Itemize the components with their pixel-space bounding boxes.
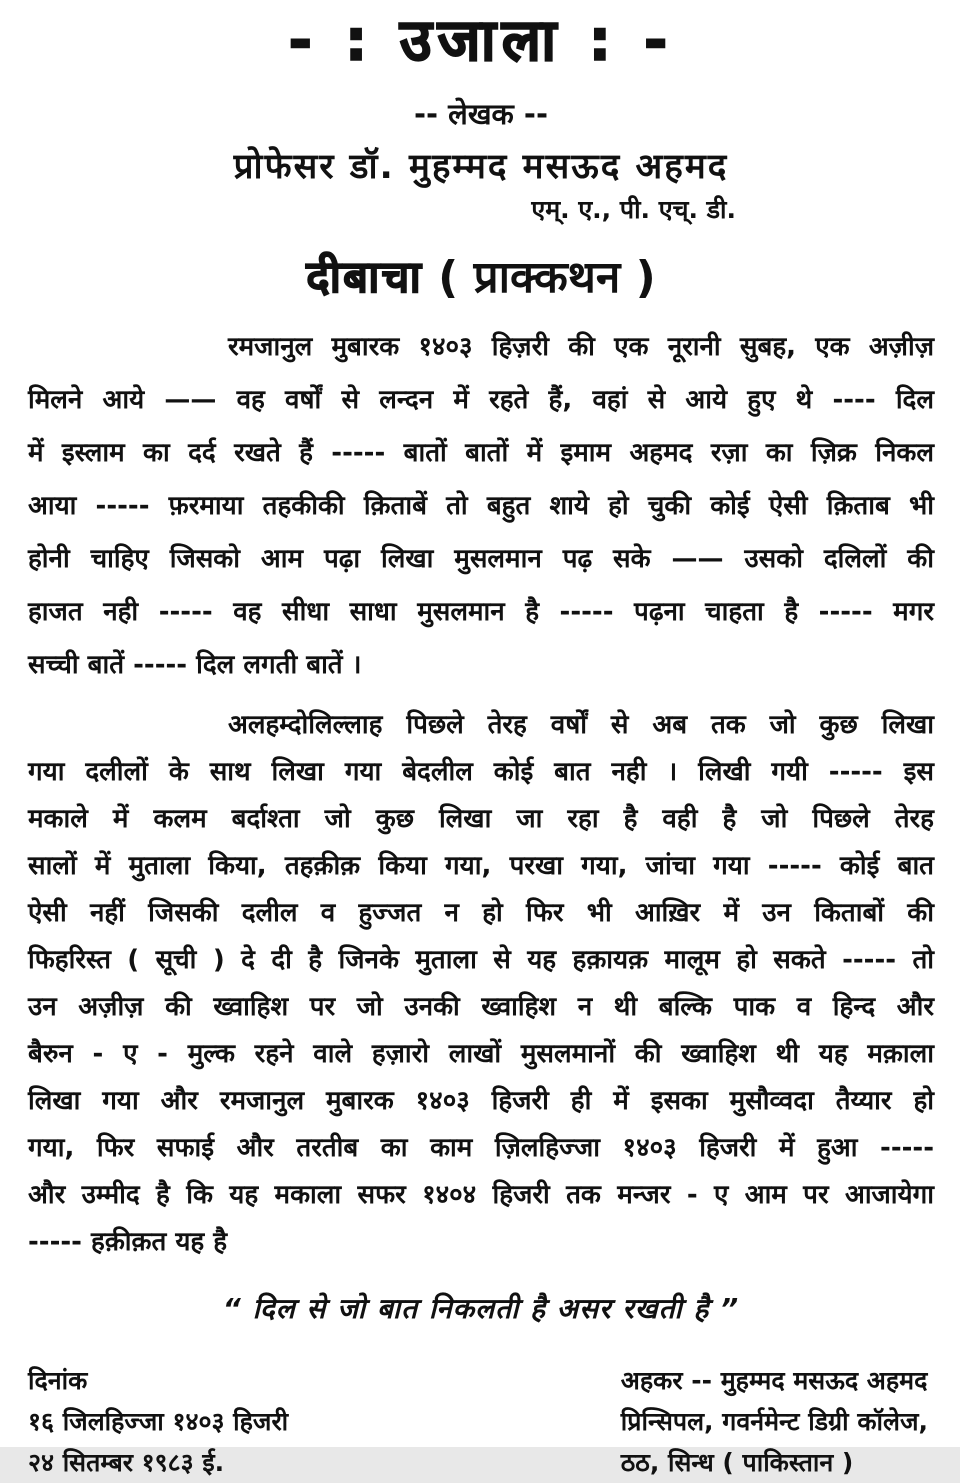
signature-name: अहकर -- मुहम्मद मसऊद अहमद xyxy=(620,1366,928,1395)
footer xyxy=(28,1360,934,1483)
paragraph-line: आया ----- फ़रमाया तहकीकी क़िताबें तो बहुत शाये हो चुकी कोई ऐसी क़िताब भी xyxy=(28,491,934,521)
paragraph-line: फिहरिस्त ( सूची ) दे दी है जिनके मुताला से यह हक़ायक़ मालूम हो सकते ----- तो xyxy=(28,945,934,975)
paragraph-line: मिलने आये —— वह वर्षों से लन्दन में रहते हैं, वहां से आये हुए थे ---- दिल xyxy=(28,385,934,415)
paragraph-line: मकाले में कलम बर्दाश्ता जो कुछ लिखा जा रहा है वही है जो पिछले तेरह xyxy=(28,804,934,834)
signature-block xyxy=(621,1360,934,1483)
paragraph-line: उन अज़ीज़ की ख्वाहिश पर जो उनकी ख्वाहिश न थी बल्कि पाक व हिन्द और xyxy=(28,992,934,1022)
page-title: - : उजाला : - xyxy=(288,6,674,74)
paragraph-line: रमजानुल मुबारक १४०३ हिज़री की एक नूरानी सुबह, एक अज़ीज़ xyxy=(228,332,934,362)
paragraph-line: हाजत नही ----- वह सीधा साधा मुसलमान है ----- पढ़ना चाहता है ----- मगर xyxy=(28,597,934,627)
paragraph-line: सच्ची बातें ----- दिल लगती बातें । xyxy=(28,650,362,680)
paragraph-line: होनी चाहिए जिसको आम पढ़ा लिखा मुसलमान पढ़ सके —— उसको दलिलों की xyxy=(28,544,934,574)
paragraph-line: गया दलीलों के साथ लिखा गया बेदलील कोई बात नही । लिखी गयी ----- इस xyxy=(28,757,934,787)
paragraph-line: ऐसी नहीं जिसकी दलील व हुज्जत न हो फिर भी आख़िर में उन किताबों की xyxy=(28,898,934,928)
section-heading-main: दीबाचा xyxy=(306,252,423,303)
signature-location: ठठ, सिन्ध ( पाकिस्तान ) xyxy=(620,1448,854,1477)
date-gregorian: २४ सितम्बर १९८३ ई. xyxy=(28,1448,225,1477)
paragraph-line: में इस्लाम का दर्द रखते हैं ----- बातों बातों में इमाम अहमद रज़ा का ज़िक्र निकल xyxy=(28,438,934,468)
paragraph-line: गया, फिर सफाई और तरतीब का काम ज़िलहिज्जा १४०३ हिजरी में हुआ ----- xyxy=(28,1133,934,1163)
paragraph-line: लिखा गया और रमजानुल मुबारक १४०३ हिजरी ही में इसका मुसौव्वदा तैय्यार हो xyxy=(28,1086,934,1116)
preface-body xyxy=(28,321,934,1266)
paragraph-line: सालों में मुताला किया, तहक़ीक़ किया गया, परखा गया, जांचा गया ----- कोई बात xyxy=(28,851,934,881)
pull-quote: “ दिल से जो बात निकलती है असर रखती है ” xyxy=(222,1292,740,1325)
paragraph-line: बैरुन - ए - मुल्क रहने वाले हज़ारो लाखों मुसलमानों की ख्वाहिश थी यह मक़ाला xyxy=(28,1039,934,1069)
paragraph-1 xyxy=(28,321,934,692)
date-label: दिनांक xyxy=(28,1366,88,1395)
date-hijri: १६ जिलहिज्जा १४०३ हिजरी xyxy=(28,1407,289,1436)
paragraph-line: और उम्मीद है कि यह मकाला सफर १४०४ हिजरी तक मन्जर - ए आम पर आजायेगा xyxy=(28,1180,934,1210)
paragraph-line: अलहम्दोलिल्लाह पिछले तेरह वर्षों से अब तक जो कुछ लिखा xyxy=(228,710,934,740)
author-name: प्रोफेसर डॉ. मुहम्मद मसऊद अहमद xyxy=(233,147,729,187)
section-heading-paren: ( प्राक्कथन ) xyxy=(438,252,656,303)
paragraph-line: ----- हक़ीक़त यह है xyxy=(28,1227,228,1257)
section-heading xyxy=(28,251,934,305)
author-degrees: एम्. ए., पी. एच्. डी. xyxy=(531,195,736,224)
paragraph-2 xyxy=(28,702,934,1266)
signature-title: प्रिन्सिपल, गवर्नमेन्ट डिग्री कॉलेज, xyxy=(620,1407,928,1436)
date-block xyxy=(28,1360,288,1483)
byline-label: -- लेखक -- xyxy=(414,97,548,131)
